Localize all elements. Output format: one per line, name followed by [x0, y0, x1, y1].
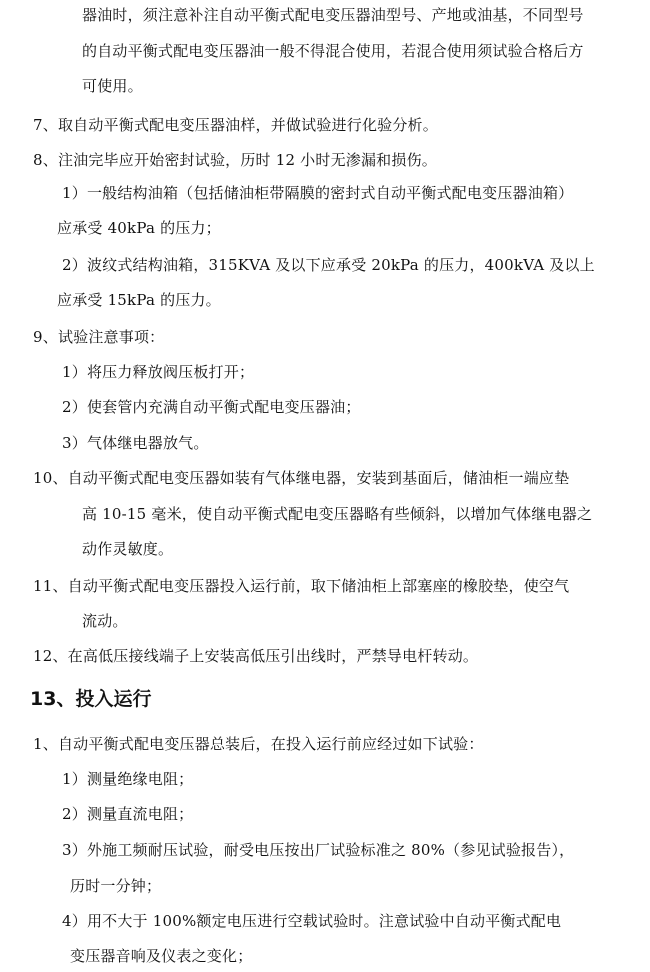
text-line: 高 10-15 毫米，使自动平衡式配电变压器略有些倾斜，以增加气体继电器之 — [82, 505, 593, 523]
text-line: 应承受 40kPa 的压力； — [57, 219, 221, 237]
text-line: 动作灵敏度。 — [82, 540, 174, 558]
text-line: 的自动平衡式配电变压器油一般不得混合使用，若混合使用须试验合格后方 — [82, 42, 584, 60]
sub-item-3: 3）外施工频耐压试验，耐受电压按出厂试验标准之 80%（参见试验报告）， — [62, 841, 575, 859]
sub-item-1: 1）将压力释放阀压板打开； — [62, 363, 255, 381]
list-item-8: 8、注油完毕应开始密封试验，历时 12 小时无渗漏和损伤。 — [33, 151, 437, 169]
section-heading: 13、投入运行 — [30, 688, 152, 710]
text-line: 应承受 15kPa 的压力。 — [57, 291, 221, 309]
list-item-9: 9、试验注意事项： — [33, 328, 165, 346]
sub-item-1: 1）测量绝缘电阻； — [62, 770, 194, 788]
list-item-11: 11、自动平衡式配电变压器投入运行前，取下储油柜上部塞座的橡胶垫，使空气 — [33, 577, 570, 595]
sub-item-2: 2）测量直流电阻； — [62, 805, 194, 823]
list-item-12: 12、在高低压接线端子上安装高低压引出线时，严禁导电杆转动。 — [33, 647, 479, 665]
list-item-7: 7、取自动平衡式配电变压器油样，并做试验进行化验分析。 — [33, 116, 438, 134]
sub-item-4: 4）用不大于 100%额定电压进行空载试验时。注意试验中自动平衡式配电 — [62, 912, 562, 930]
text-line: 流动。 — [82, 612, 128, 630]
sub-item-2: 2）波纹式结构油箱，315KVA 及以下应承受 20kPa 的压力，400kVA 及以上 — [62, 256, 595, 274]
text-line: 可使用。 — [82, 77, 143, 95]
text-line: 历时一分钟； — [70, 877, 162, 895]
sub-item-3: 3）气体继电器放气。 — [62, 434, 209, 452]
sub-item-1: 1）一般结构油箱（包括储油柜带隔膜的密封式自动平衡式配电变压器油箱） — [62, 184, 574, 202]
text-line: 器油时，须注意补注自动平衡式配电变压器油型号、产地或油基，不同型号 — [82, 6, 584, 24]
list-item-10: 10、自动平衡式配电变压器如装有气体继电器，安装到基面后，储油柜一端应垫 — [33, 469, 570, 487]
text-line: 变压器音响及仪表之变化； — [70, 947, 253, 965]
sub-item-2: 2）使套管内充满自动平衡式配电变压器油； — [62, 398, 361, 416]
list-item-1: 1、自动平衡式配电变压器总装后，在投入运行前应经过如下试验： — [33, 735, 484, 753]
